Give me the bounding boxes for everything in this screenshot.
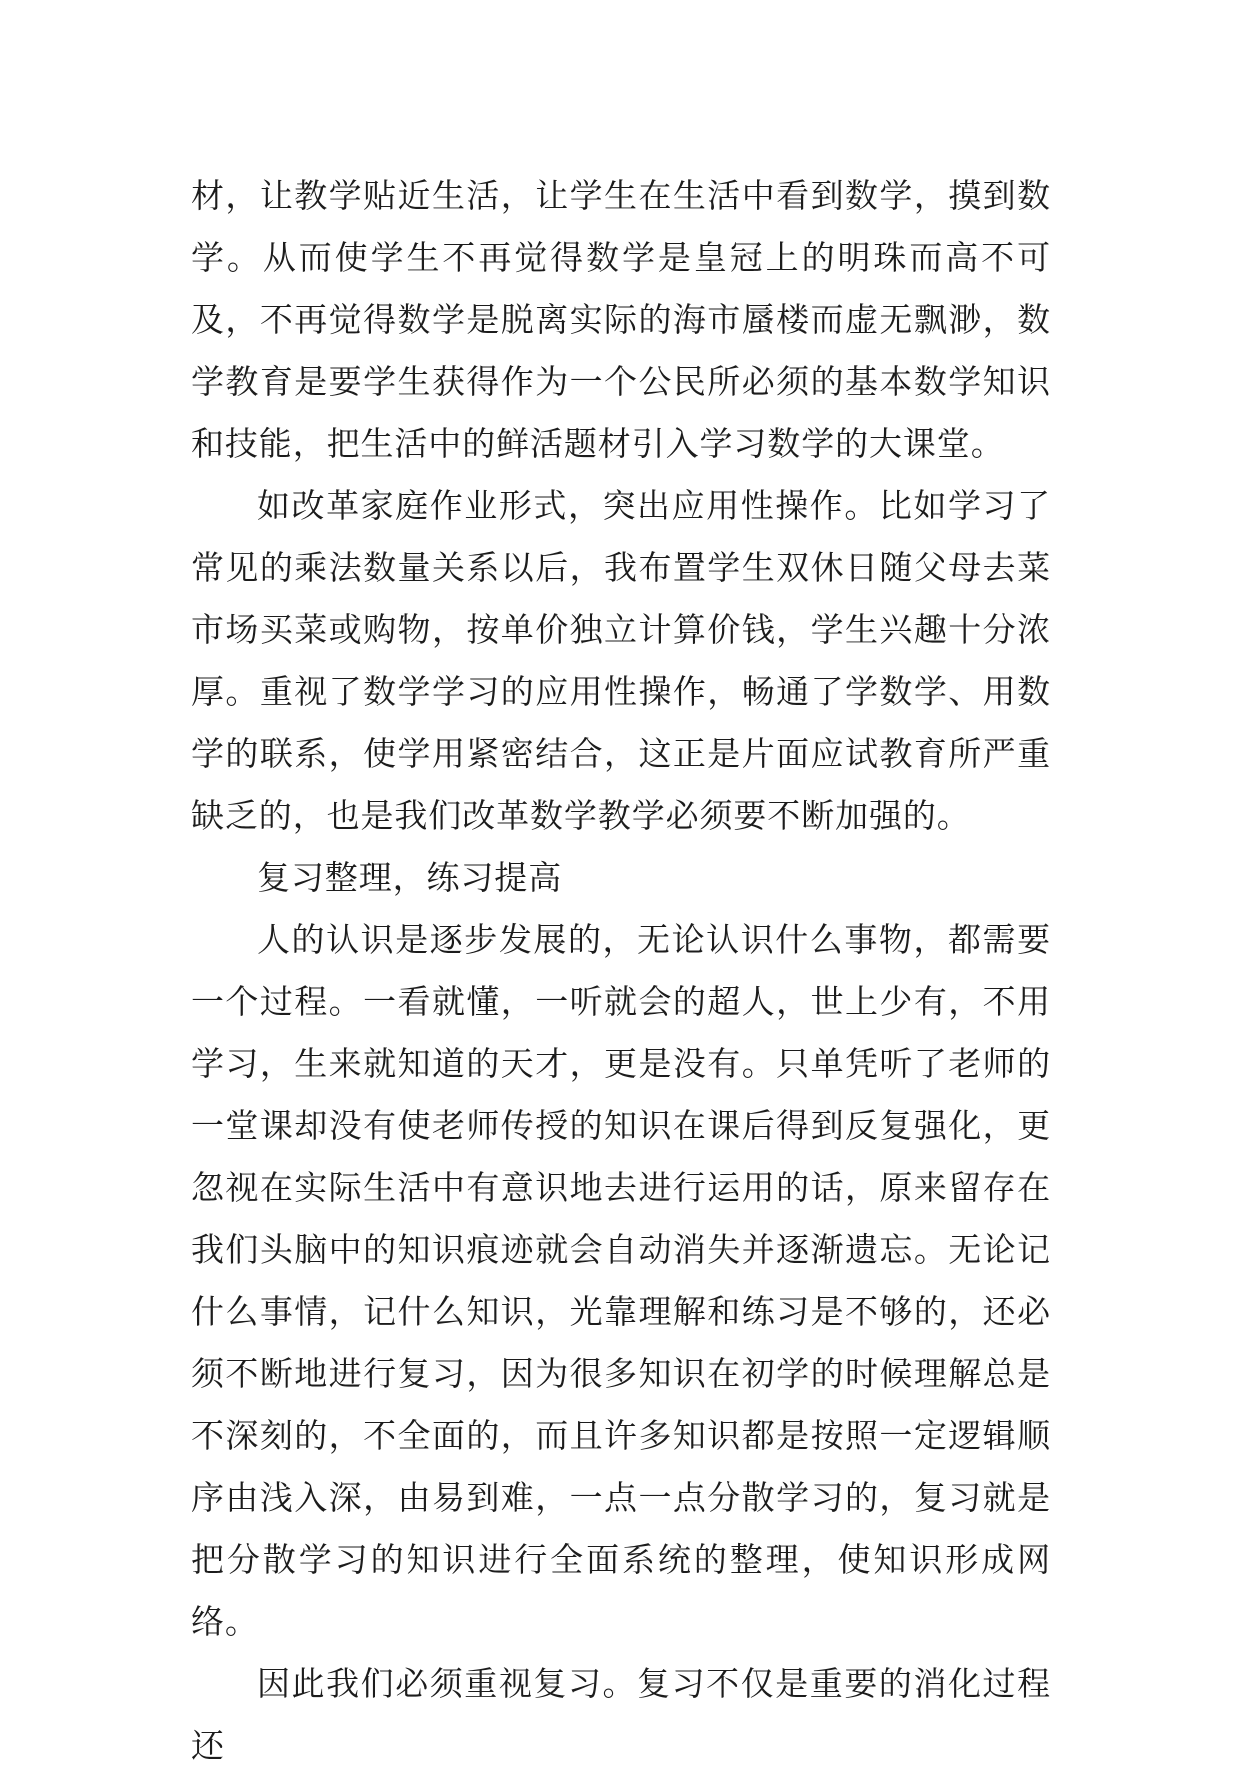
section-heading: 复习整理，练习提高 — [257, 858, 563, 897]
paragraph-continuation: 材，让教学贴近生活，让学生在生活中看到数学，摸到数学。从而使学生不再觉得数学是皇冠上的明珠而高不可及，不再觉得数学是脱离实际的海市蜃楼而虚无飘渺，数学教育是要学生获得作为一个公民所必须的基本数学知识和技能，把生活中的鲜活题材引入学习数学的大课堂。 — [191, 176, 1051, 463]
paragraph-homework-reform: 如改革家庭作业形式，突出应用性操作。比如学习了常见的乘法数量关系以后，我布置学生双休日随父母去菜市场买菜或购物，按单价独立计算价钱，学生兴趣十分浓厚。重视了数学学习的应用性操作，畅通了学数学、用数学的联系，使学用紧密结合，这正是片面应试教育所严重缺乏的，也是我们改革数学教学必须要不断加强的。 — [191, 486, 1051, 835]
document-body — [191, 165, 1051, 1777]
paragraph-review-conclusion: 因此我们必须重视复习。复习不仅是重要的消化过程还 — [191, 1664, 1051, 1765]
paragraph-review-importance: 人的认识是逐步发展的，无论认识什么事物，都需要一个过程。一看就懂，一听就会的超人，世上少有，不用学习，生来就知道的天才，更是没有。只单凭听了老师的一堂课却没有使老师传授的知识在课后得到反复强化，更忽视在实际生活中有意识地去进行运用的话，原来留存在我们头脑中的知识痕迹就会自动消失并逐渐遗忘。无论记什么事情，记什么知识，光靠理解和练习是不够的，还必须不断地进行复习，因为很多知识在初学的时候理解总是不深刻的，不全面的，而且许多知识都是按照一定逻辑顺序由浅入深，由易到难，一点一点分散学习的，复习就是把分散学习的知识进行全面系统的整理，使知识形成网络。 — [191, 920, 1051, 1641]
